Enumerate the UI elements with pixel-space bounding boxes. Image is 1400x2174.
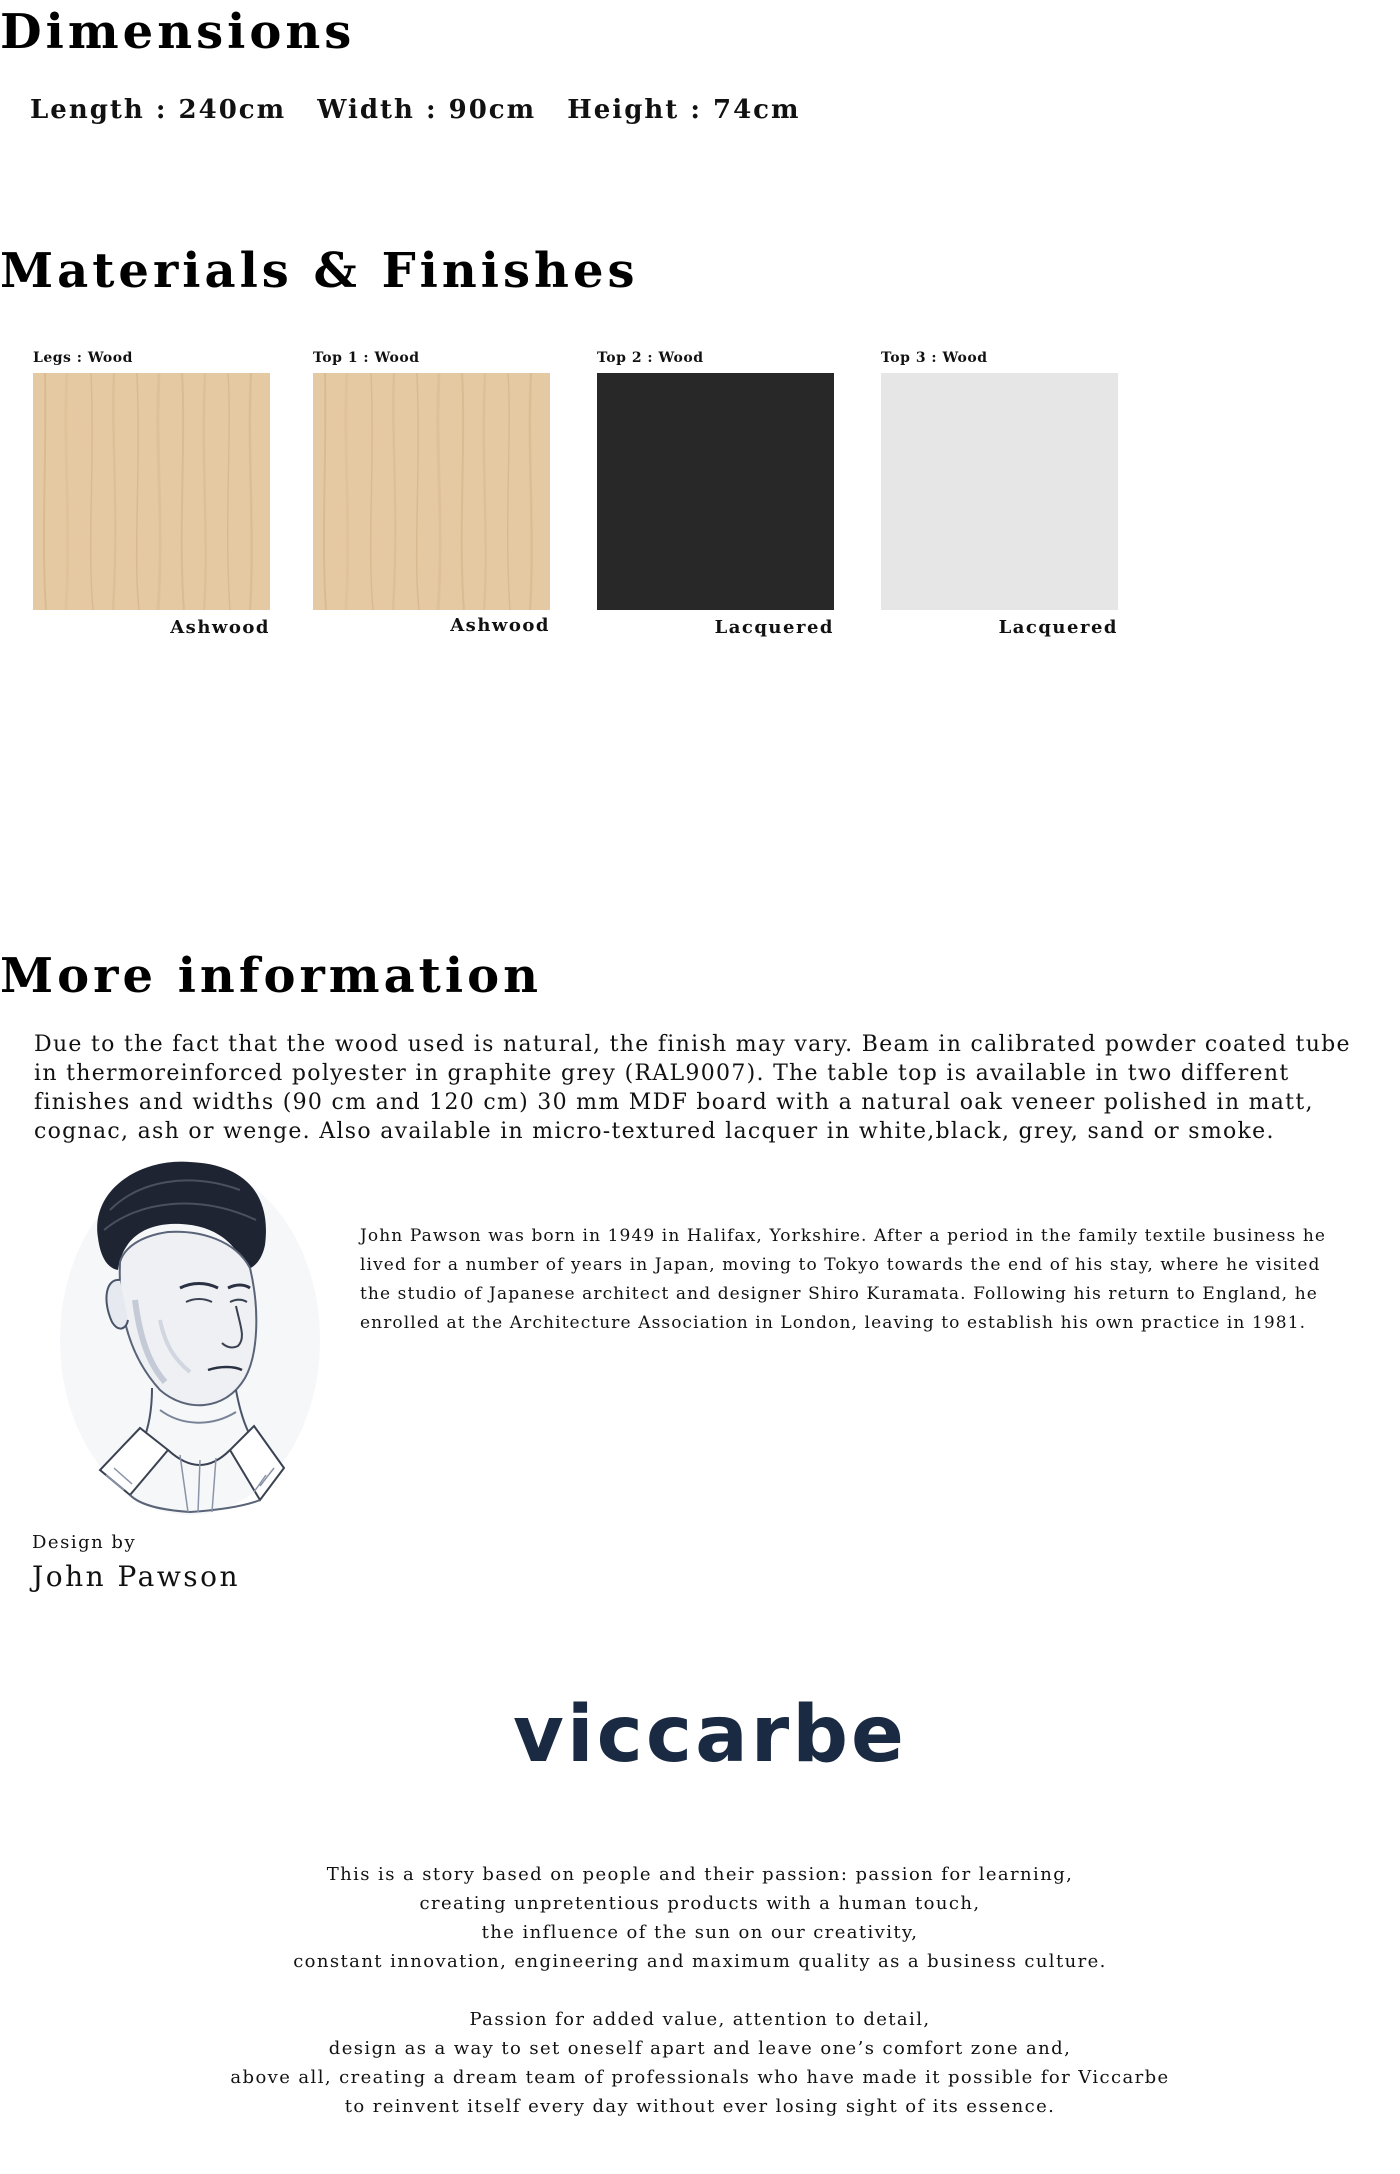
width-value: Width : 90cm xyxy=(317,95,537,125)
swatch-finish-top3: Lacquered xyxy=(998,617,1118,638)
design-by-label: Design by xyxy=(32,1532,137,1553)
swatch-finish-top2: Lacquered xyxy=(714,617,834,638)
viccarbe-logo: viccarbe xyxy=(513,1690,907,1780)
designer-portrait xyxy=(40,1150,330,1520)
story-line: Passion for added value, attention to detail, xyxy=(469,2009,931,2030)
story-line: the influence of the sun on our creativity, xyxy=(481,1922,919,1943)
length-value: Length : 240cm xyxy=(30,95,287,125)
swatch-finish-top1: Ashwood xyxy=(450,615,550,636)
swatch-top1-ashwood xyxy=(313,373,550,610)
swatch-label-top1: Top 1 : Wood xyxy=(313,350,420,366)
designer-name: John Pawson xyxy=(32,1560,241,1593)
swatch-top2-lacquered xyxy=(597,373,834,610)
story-line: creating unpretentious products with a human touch, xyxy=(419,1893,981,1914)
story-line: design as a way to set oneself apart and leave one’s comfort zone and, xyxy=(328,2038,1072,2059)
story-line: above all, creating a dream team of professionals who have made it possible for Viccarbe xyxy=(230,2067,1170,2088)
dimensions-row xyxy=(30,95,821,125)
more-info-text: Due to the fact that the wood used is natural, the finish may vary. Beam in calibrated powder coated tube in thermoreinforced polyester in graphite grey (RAL9007). The table top is available in two different finishes and widths (90 cm and 120 cm) 30 mm MDF board with a natural oak veneer polished in matt, cognac, ash or wenge. Also available in micro-textured lacquer in white,black, grey, sand or smoke. xyxy=(34,1032,1351,1144)
story-paragraph-2 xyxy=(0,2005,1400,2121)
story-line: to reinvent itself every day without ever losing sight of its essence. xyxy=(344,2096,1056,2117)
swatch-finish-legs: Ashwood xyxy=(170,617,270,638)
more-info-title: More information xyxy=(0,948,542,1004)
swatch-label-top2: Top 2 : Wood xyxy=(597,350,704,366)
swatch-label-legs: Legs : Wood xyxy=(33,350,133,366)
story-line: constant innovation, engineering and maximum quality as a business culture. xyxy=(293,1951,1107,1972)
height-value: Height : 74cm xyxy=(567,95,801,125)
story-line: This is a story based on people and their passion: passion for learning, xyxy=(326,1864,1074,1885)
materials-title: Materials & Finishes xyxy=(0,243,639,299)
swatch-legs-ashwood xyxy=(33,373,270,610)
swatch-top3-lacquered xyxy=(881,373,1118,610)
story-paragraph-1 xyxy=(0,1860,1400,1976)
designer-bio: John Pawson was born in 1949 in Halifax, Yorkshire. After a period in the family textile business he lived for a number of years in Japan, moving to Tokyo towards the end of his stay, where he visited the studio of Japanese architect and designer Shiro Kuramata. Following his return to England, he enrolled at the Architecture Association in London, leaving to establish his own practice in 1981. xyxy=(360,1226,1327,1333)
dimensions-title: Dimensions xyxy=(0,4,356,60)
swatch-label-top3: Top 3 : Wood xyxy=(881,350,988,366)
